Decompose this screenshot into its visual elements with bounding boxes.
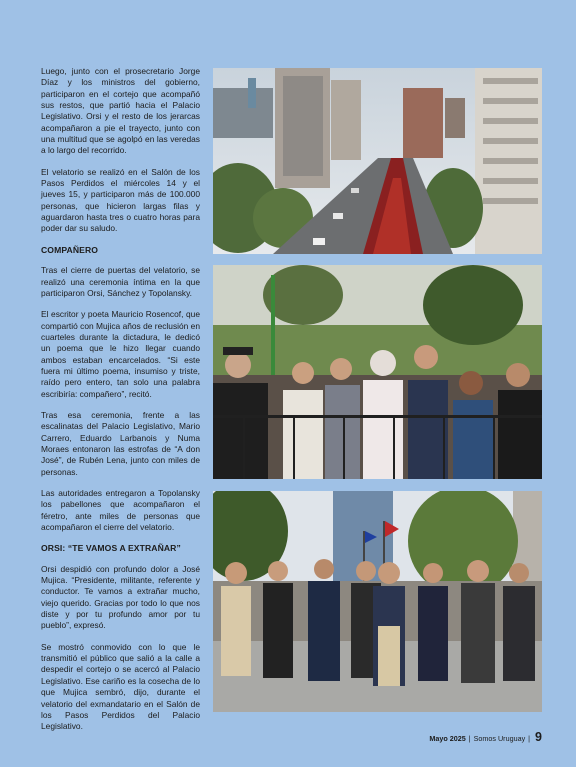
paragraph-escalinatas: Tras esa ceremonia, frente a las escalinatas del Palacio Legislativo, Mario Carrero, Eduardo Larbanois y Numa Moraes entonaron las estrofas de “A don José”, de Rubén Lena, junto con miles de personas.	[41, 409, 200, 477]
footer-date: Mayo 2025	[429, 734, 466, 743]
footer-separator-2: |	[528, 734, 531, 743]
page-number: 9	[535, 730, 542, 744]
footer-separator: |	[468, 734, 471, 743]
paragraph-orsi-despedida: Orsi despidió con profundo dolor a José Mujica. “Presidente, militante, referente y conductor. Te vamos a extrañar mucho, viejo querido. Gracias por todo lo que nos diste y por tu profundo amor por tu pueblo”, expresó.	[41, 563, 200, 631]
heading-companero: COMPAÑERO	[41, 244, 99, 255]
paragraph-velatorio: El velatorio se realizó en el Salón de los Pasos Perdidos el miércoles 14 y el jueves 15, y participaron más de 100.000 personas, que hicieron largas filas y aguardaron hasta tres o cuatro horas para poder dar su saludo.	[41, 166, 200, 234]
page-footer	[429, 730, 542, 744]
photo-ceremonia-baranda	[213, 265, 542, 479]
footer-magazine: Somos Uruguay	[473, 734, 526, 743]
paragraph-cortejo: Luego, junto con el prosecretario Jorge Díaz y los ministros del gobierno, participaron en el cortejo que acompañó sus restos, que partió hacia el Palacio Legislativo. Orsi y el resto de los jerarcas acompañaron a pie el trayecto, junto con una multitud que se agolpó en las veredas a lo largo del recorrido.	[41, 66, 200, 156]
heading-orsi: ORSI: “TE VAMOS A EXTRAÑAR”	[41, 543, 181, 554]
paragraph-ceremonia: Tras el cierre de puertas del velatorio, se realizó una ceremonia íntima en la que participaron Orsi, Sánchez y Topolansky.	[41, 265, 200, 298]
paragraph-rosencof: El escritor y poeta Mauricio Rosencof, que compartió con Mujica años de reclusión en cuarteles durante la dictadura, le dedicó un poema que le hizo llegar cuando ambos estaban encarcelados. “Si este fuera mi último poema, insumiso y triste, raído pero entero, tan solo una palabra escribiría: compañero”, recitó.	[41, 309, 200, 399]
photo-autoridades-caminando	[213, 491, 542, 712]
paragraph-conmovido: Se mostró conmovido con lo que le transmitió el público que salió a la calle a despedir el cortejo o se acercó al Palacio Legislativo. Ese cariño es la cosecha de lo que Mujica sembró, dijo, durante el velatorio del exmandatario en el Salón de los Pasos Perdidos del Palacio Legislativo.	[41, 641, 200, 732]
article-column	[41, 66, 200, 743]
paragraph-pabellones: Las autoridades entregaron a Topolansky los pabellones que acompañaron el féretro, ante miles de personas que acompañaron el cierre del velatorio.	[41, 488, 200, 533]
photo-aerial-cortejo	[213, 68, 542, 254]
